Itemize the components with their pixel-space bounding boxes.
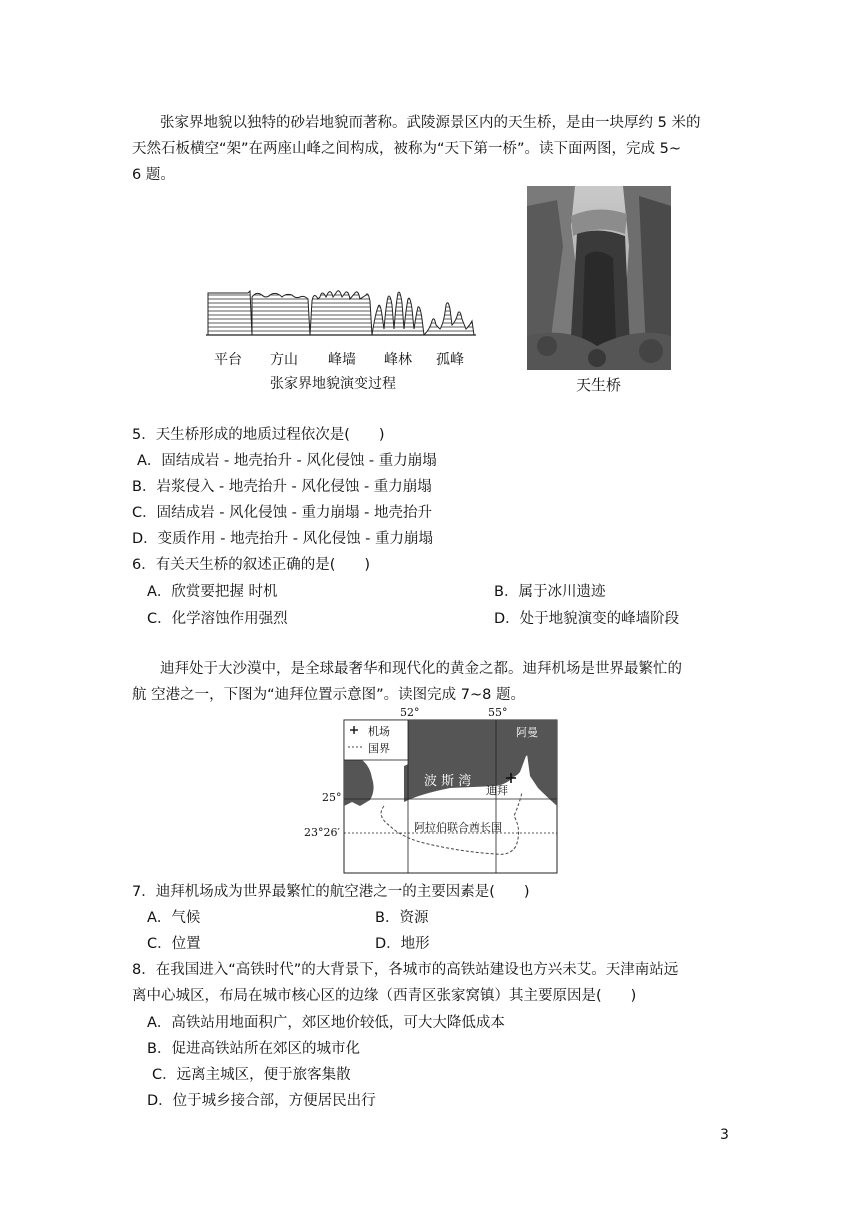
oman-label: 阿曼 (516, 726, 538, 739)
q6-option-d: D．处于地貌演变的峰墙阶段 (494, 611, 680, 627)
landform-figure-caption: 张家界地貌演变过程 (270, 376, 396, 392)
q7-stem: 7．迪拜机场成为世界最繁忙的航空港之一的主要因素是( ) (132, 884, 530, 900)
stage-label-1: 平台 (214, 352, 242, 368)
landform-evolution-figure (200, 285, 480, 395)
stage-label-3: 峰墙 (328, 352, 356, 368)
uae-label: 阿拉伯联合酋长国 (414, 821, 502, 834)
legend-border-label: 国界 (368, 742, 390, 755)
map-lat2: 23°26′ (304, 826, 340, 839)
map-lon1: 52° (400, 706, 420, 719)
dubai-location-map (300, 706, 562, 876)
q7-option-d: D．地形 (375, 936, 430, 952)
q5-option-a: A．固结成岩 - 地壳抬升 - 风化侵蚀 - 重力崩塌 (137, 453, 437, 469)
q8-option-c: C．远离主城区，便于旅客集散 (152, 1067, 351, 1083)
map-lon2: 55° (488, 706, 508, 719)
passage1-line2: 天然石板横空“架”在两座山峰之间构成，被称为“天下第一桥”。读下面两图，完成 5~ (132, 141, 682, 157)
passage1-line1: 张家界地貌以独特的砂岩地貌而著称。武陵源景区内的天生桥，是由一块厚约 5 米的 (160, 115, 701, 131)
stage-label-5: 孤峰 (436, 352, 464, 368)
q8-option-b: B．促进高铁站所在郊区的城市化 (147, 1041, 360, 1057)
q8-option-d: D．位于城乡接合部，方便居民出行 (147, 1093, 376, 1109)
page-number: 3 (720, 1127, 729, 1143)
stage-label-2: 方山 (270, 352, 298, 368)
passage2-line1: 迪拜处于大沙漠中，是全球最奢华和现代化的黄金之都。迪拜机场是世界最繁忙的 (160, 661, 682, 677)
legend-airport-label: 机场 (368, 725, 390, 738)
q6-option-b: B．属于冰川遗迹 (494, 584, 606, 600)
q6-option-a: A．欣赏要把握 时机 (147, 584, 278, 600)
q8-stem-line2: 离中心城区，布局在城市核心区的边缘（西青区张家窝镇）其主要原因是( ) (132, 988, 637, 1004)
natural-bridge-caption: 天生桥 (576, 376, 622, 394)
map-lat1: 25° (322, 791, 342, 804)
dubai-label: 迪拜 (486, 784, 508, 797)
stage-label-4: 峰林 (384, 352, 412, 368)
q8-option-a: A．高铁站用地面积广，郊区地价较低，可大大降低成本 (147, 1015, 505, 1031)
q6-option-c: C．化学溶蚀作用强烈 (147, 611, 288, 627)
q5-option-d: D．变质作用 - 地壳抬升 - 风化侵蚀 - 重力崩塌 (132, 531, 434, 547)
passage1-line3: 6 题。 (132, 167, 175, 183)
gulf-label: 波 斯 湾 (424, 774, 472, 789)
q7-option-c: C．位置 (147, 936, 201, 952)
q6-stem: 6．有关天生桥的叙述正确的是( ) (132, 557, 371, 573)
landform-evolution-diagram (200, 285, 480, 345)
q5-option-b: B．岩浆侵入 - 地壳抬升 - 风化侵蚀 - 重力崩塌 (132, 479, 432, 495)
q7-option-b: B．资源 (375, 910, 429, 926)
natural-bridge-photo (527, 186, 671, 370)
q5-option-c: C．固结成岩 - 风化侵蚀 - 重力崩塌 - 地壳抬升 (132, 505, 432, 521)
q5-stem: 5．天生桥形成的地质过程依次是( ) (132, 427, 385, 443)
q7-option-a: A．气候 (147, 910, 201, 926)
q8-stem-line1: 8．在我国进入“高铁时代”的大背景下，各城市的高铁站建设也方兴未艾。天津南站远 (132, 962, 679, 978)
passage2-line2: 航 空港之一，下图为“迪拜位置示意图”。读图完成 7~8 题。 (132, 687, 525, 703)
